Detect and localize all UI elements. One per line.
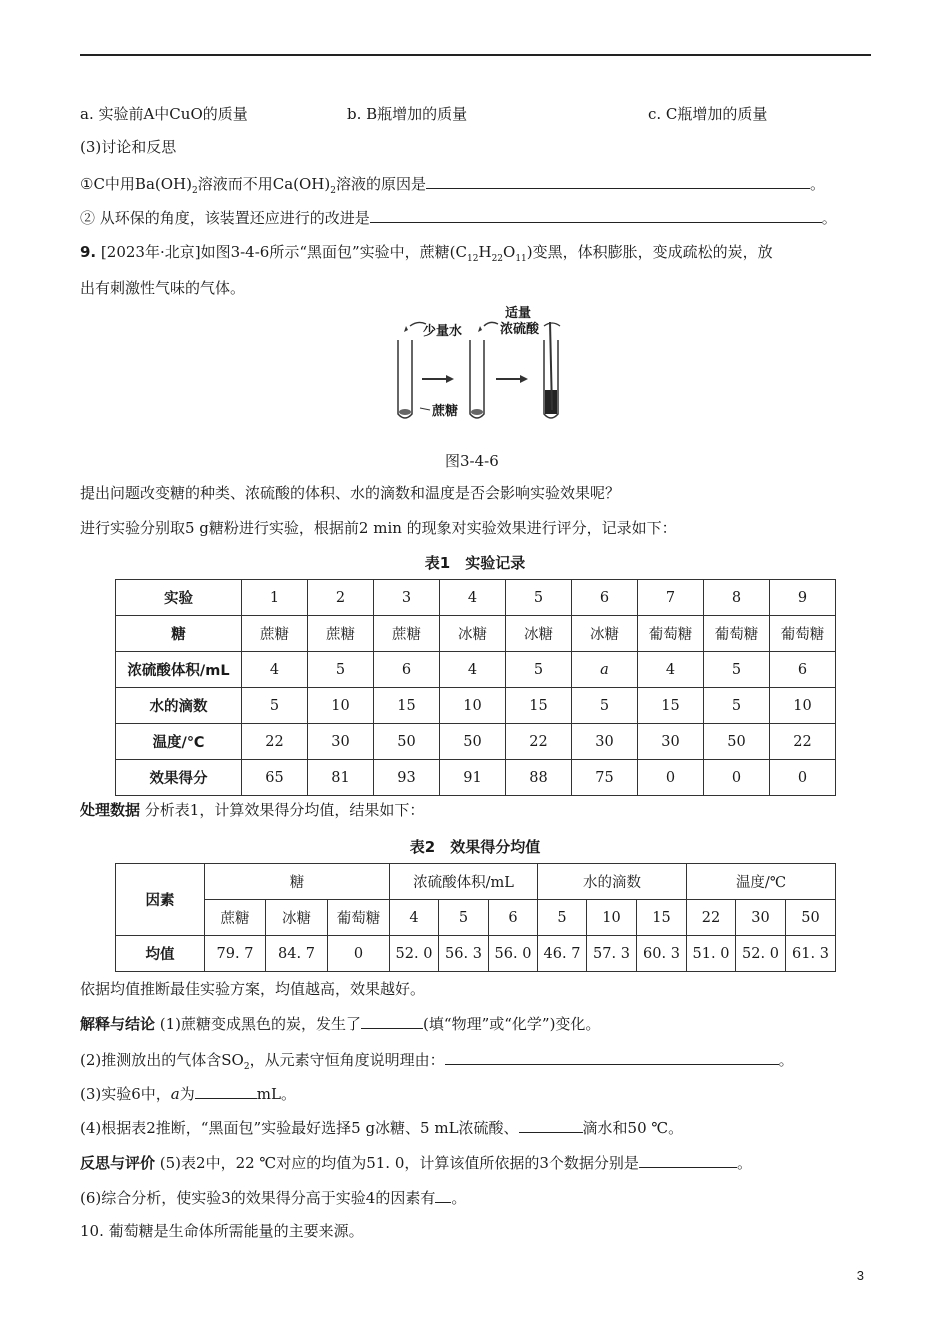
conclusion-intro: 依据均值推断最佳实验方案，均值越高，效果越好。 — [80, 980, 426, 998]
test-tube-3 — [544, 322, 560, 418]
table1 — [115, 579, 836, 796]
question-9-line1: 9. [2023年·北京]如图3-4-6所示“黑面包”实验中，蔗糖$(C_{12}H_{22}O_{11})$变黑，体积膨胀，变成疏松的炭，放 — [80, 243, 773, 264]
explain-q4: (4)根据表2推断，“黑面包”实验最好选择5 g冰糖、5 mL浓硫酸、 滴水和50 ℃。 — [80, 1116, 683, 1139]
answer-blank[interactable] — [435, 1186, 451, 1203]
table2 — [115, 863, 836, 972]
table-row: 效果得分 65 81 93 91 88 75 0 0 0 — [116, 760, 836, 796]
table-row: 蔗糖 冰糖 葡萄糖 4 5 6 5 10 15 22 30 50 — [116, 900, 836, 936]
explain-q1: 解释与结论 (1)蔗糖变成黑色的炭，发生了 (填“物理”或“化学”)变化。 — [80, 1012, 600, 1035]
arrow-2 — [496, 375, 528, 383]
option-a: a. 实验前A中CuO的质量 — [80, 105, 248, 123]
explain-q3: (3)实验6中，a为 mL。 — [80, 1082, 296, 1105]
process-data: 处理数据 分析表1，计算效果得分均值，结果如下： — [80, 801, 425, 819]
intro-experiment: 进行实验分别取5 g糖粉进行实验，根据前2 min 的现象对实验效果进行评分，记录如下： — [80, 519, 677, 537]
answer-blank[interactable] — [639, 1151, 737, 1168]
answer-blank[interactable] — [445, 1048, 779, 1065]
section3-title: (3)讨论和反思 — [80, 138, 177, 156]
table-row: 均值 79. 7 84. 7 0 52. 0 56. 3 56. 0 46. 7 57. 3 60. 3 51. 0 52. 0 61. 3 — [116, 936, 836, 972]
table-row: 水的滴数 5 10 15 10 15 5 15 5 10 — [116, 688, 836, 724]
table1-caption: 表1 实验记录 — [424, 554, 526, 572]
test-tube-1 — [398, 340, 412, 418]
explain-q2: (2)推测放出的气体含$SO_2$，从元素守恒角度说明理由： 。 — [80, 1048, 794, 1078]
answer-blank[interactable] — [361, 1012, 423, 1029]
table-row: 因素 糖 浓硫酸体积/mL 水的滴数 温度/℃ — [116, 864, 836, 900]
header-rule — [80, 54, 871, 56]
test-tube-2 — [470, 340, 484, 418]
answer-blank[interactable] — [370, 206, 822, 223]
label-acid: 适量 浓硫酸 — [500, 306, 540, 337]
question-3-2: ② 从环保的角度，该装置还应进行的改进是 。 — [80, 206, 837, 229]
table-row: 温度/℃ 22 30 50 50 22 30 30 50 22 — [116, 724, 836, 760]
reflect-q5: 反思与评价 (5)表2中，22 ℃对应的均值为51. 0，计算该值所依据的3个数据分别是 。 — [80, 1151, 752, 1174]
intro-question: 提出问题改变糖的种类、浓硫酸的体积、水的滴数和温度是否会影响实验效果呢？ — [80, 484, 621, 502]
table2-caption: 表2 效果得分均值 — [409, 838, 541, 856]
label-water: 少量水 — [423, 324, 463, 339]
table-row: 浓硫酸体积/mL 4 5 6 4 5 a 4 5 6 — [116, 652, 836, 688]
label-sugar: 蔗糖 — [432, 404, 459, 419]
question-3-1: ①C中用$Ba(OH)_2$溶液而不用$Ca(OH)_2$溶液的原因是 。 — [80, 172, 825, 202]
arrow-1 — [422, 375, 454, 383]
option-c: c. C瓶增加的质量 — [648, 105, 768, 123]
answer-blank[interactable] — [195, 1082, 257, 1099]
answer-blank[interactable] — [426, 172, 810, 189]
question-9-line2: 出有刺激性气味的气体。 — [80, 279, 246, 297]
question-10: 10. 葡萄糖是生命体所需能量的主要来源。 — [80, 1222, 364, 1240]
table-row: 实验 1 2 3 4 5 6 7 8 9 — [116, 580, 836, 616]
reflect-q6: (6)综合分析，使实验3的效果得分高于实验4的因素有 。 — [80, 1186, 466, 1209]
answer-blank[interactable] — [519, 1116, 583, 1133]
figure-caption: 图3-4-6 — [445, 452, 499, 470]
table-row: 糖 蔗糖 蔗糖 蔗糖 冰糖 冰糖 冰糖 葡萄糖 葡萄糖 葡萄糖 — [116, 616, 836, 652]
option-b: b. B瓶增加的质量 — [347, 105, 468, 123]
page-number: 3 — [856, 1268, 864, 1283]
test-tube-figure — [380, 302, 580, 427]
